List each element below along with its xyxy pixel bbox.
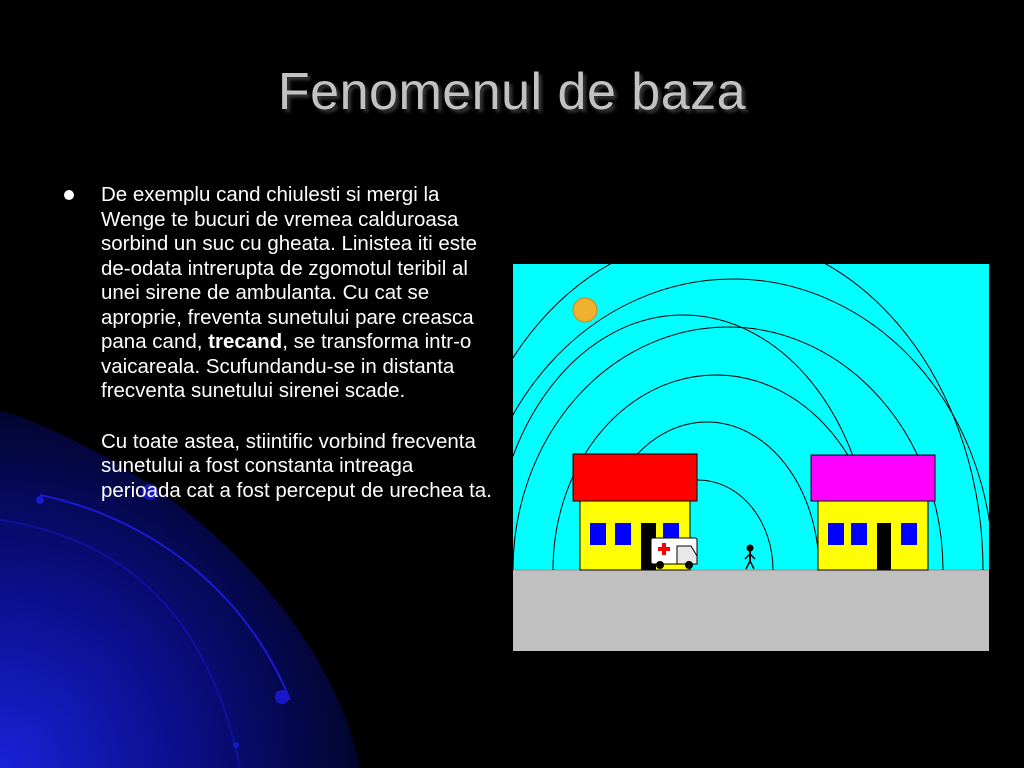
ground (513, 570, 989, 651)
bullet-point (64, 190, 74, 200)
slide-title: Fenomenul de baza (277, 63, 747, 121)
ambulance-icon (651, 538, 697, 569)
house-icon (811, 455, 935, 570)
doppler-illustration (513, 264, 989, 651)
paragraph-1-bold: trecand (208, 330, 283, 353)
paragraph-2: Cu toate astea, stiintific vorbind frecventa sunetului a fost constanta intreaga perioada cat a fost perceput de urechea ta. (101, 429, 492, 502)
paragraph-1-end: , se transforma intr-o vaicareala. Scufundandu-se in distanta frecventa sunetului sirenei scade. (101, 330, 472, 402)
slide-body (58, 183, 498, 503)
paragraph-1-start: De exemplu cand chiulesti si mergi la Wenge te bucuri de vremea calduroasa sorbind un suc cu gheata. Linistea iti este de-odata intrerupta de zgomotul teribil al unei sirene de ambulanta. Cu cat se aproprie, freventa sunetului pare creasca pana cand, (101, 183, 478, 353)
sun-icon (573, 298, 597, 322)
paragraph-1 (101, 183, 498, 404)
